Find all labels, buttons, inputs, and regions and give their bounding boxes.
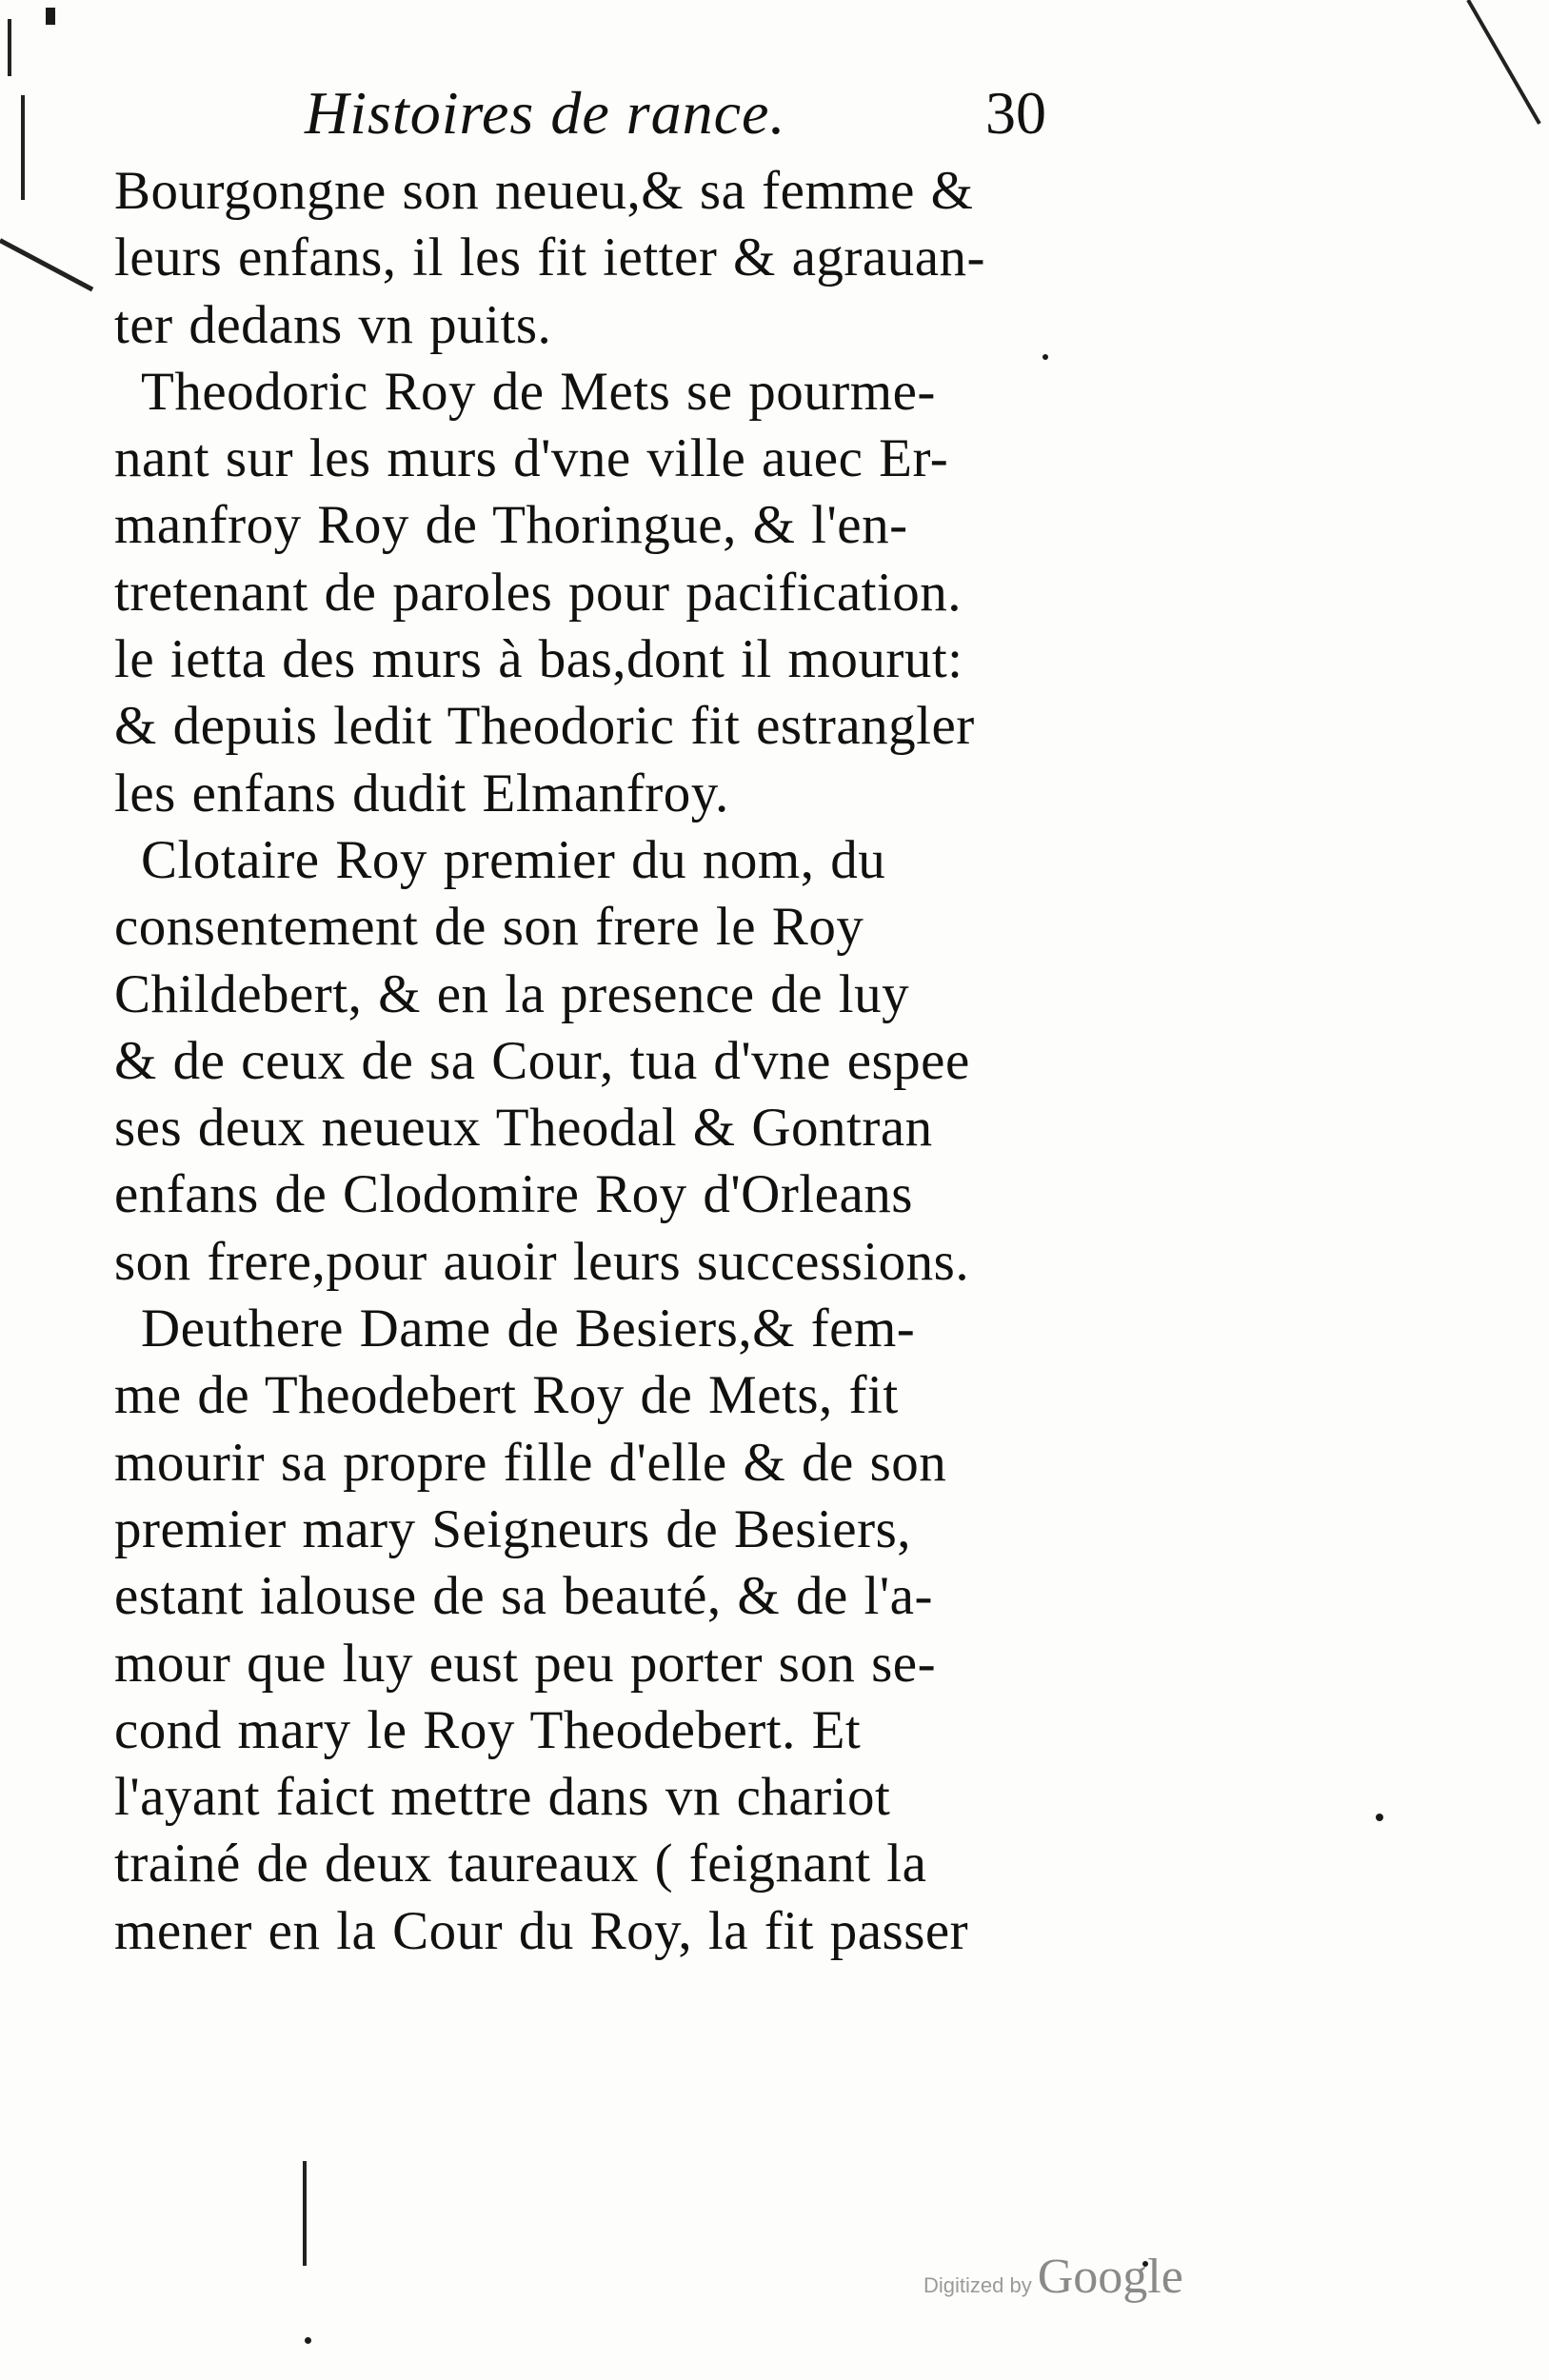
text-line: ses deux neueux Theodal & Gontran <box>114 1098 933 1159</box>
text-line: me de Theodebert Roy de Mets, fit <box>114 1365 899 1426</box>
text-line: ter dedans vn puits. <box>114 294 552 355</box>
paragraph-start-line: Clotaire Roy premier du nom, du <box>141 829 886 890</box>
text-line: trainé de deux taureaux ( feignant la <box>114 1834 927 1894</box>
scan-edge-mark <box>0 238 93 291</box>
text-line: le ietta des murs à bas,dont il mourut: <box>114 629 963 690</box>
scan-edge-mark <box>1466 0 1540 125</box>
text-line: consentement de son frere le Roy <box>114 897 864 958</box>
text-line: nant sur les murs d'vne ville auec Er- <box>114 428 949 489</box>
page-header <box>305 78 1066 164</box>
text-line: leurs enfans, il les fit ietter & agrauan- <box>114 228 985 288</box>
text-line: les enfans dudit Elmanfroy. <box>114 763 729 823</box>
scan-edge-mark <box>21 95 25 200</box>
text-line: Bourgongne son neueu,& sa femme & <box>114 161 974 221</box>
scan-edge-mark <box>303 2161 307 2266</box>
text-line: premier mary Seigneurs de Besiers, <box>114 1498 911 1559</box>
body-text <box>114 158 1085 1965</box>
digitized-watermark <box>923 2249 1183 2306</box>
paragraph-start-line: Theodoric Roy de Mets se pourme- <box>141 361 936 422</box>
text-line: manfroy Roy de Thoringue, & l'en- <box>114 495 908 556</box>
ink-dot <box>46 8 55 25</box>
text-line: & de ceux de sa Cour, tua d'vne espee <box>114 1030 970 1091</box>
text-line: son frere,pour auoir leurs successions. <box>114 1231 970 1292</box>
ink-dot <box>305 2337 311 2344</box>
text-line: enfans de Clodomire Roy d'Orleans <box>114 1164 913 1225</box>
page-number: 30 <box>985 79 1046 147</box>
text-line: l'ayant faict mettre dans vn chariot <box>114 1767 891 1828</box>
watermark-prefix: Digitized by <box>923 2273 1032 2297</box>
text-line: mourir sa propre fille d'elle & de son <box>114 1432 947 1493</box>
text-line: tretenant de paroles pour pacification. <box>114 562 963 623</box>
text-line: mener en la Cour du Roy, la fit passer <box>114 1900 969 1961</box>
scan-edge-mark <box>8 19 11 76</box>
watermark-brand: Google <box>1037 2250 1183 2304</box>
paragraph-start-line: Deuthere Dame de Besiers,& fem- <box>141 1299 916 1359</box>
text-line: Childebert, & en la presence de luy <box>114 963 910 1024</box>
text-line: & depuis ledit Theodoric fit estrangler <box>114 696 975 757</box>
running-title: Histoires de rance. <box>305 79 786 147</box>
text-line: cond mary le Roy Theodebert. Et <box>114 1699 862 1760</box>
text-line: mour que luy eust peu porter son se- <box>114 1633 937 1694</box>
text-line: estant ialouse de sa beauté, & de l'a- <box>114 1566 933 1627</box>
ink-dot <box>1376 1814 1383 1821</box>
